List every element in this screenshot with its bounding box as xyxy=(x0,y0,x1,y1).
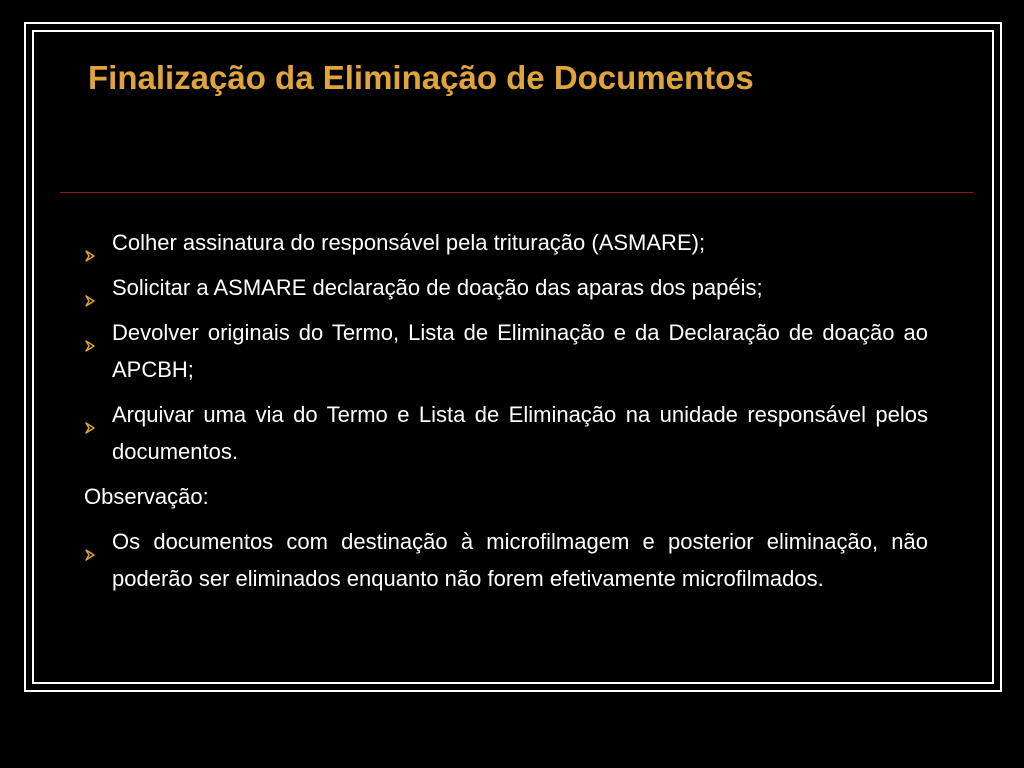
title-divider xyxy=(60,192,973,193)
arrow-bullet-icon xyxy=(84,236,96,248)
bullet-item xyxy=(84,396,928,470)
bullet-text: Solicitar a ASMARE declaração de doação das aparas dos papéis; xyxy=(112,275,763,300)
bullet-item xyxy=(84,314,928,388)
observation-label: Observação: xyxy=(84,484,209,509)
arrow-bullet-icon xyxy=(84,326,96,338)
bullet-item xyxy=(84,523,928,597)
arrow-bullet-icon xyxy=(84,281,96,293)
bullet-text: Os documentos com destinação à microfilmagem e posterior eliminação, não poderão ser eliminados enquanto não forem efetivamente microfilmados. xyxy=(112,529,928,591)
bullet-text: Arquivar uma via do Termo e Lista de Eliminação na unidade responsável pelos documentos. xyxy=(112,402,928,464)
arrow-bullet-icon xyxy=(84,535,96,547)
bullet-text: Colher assinatura do responsável pela trituração (ASMARE); xyxy=(112,230,706,255)
bullet-item xyxy=(84,224,928,261)
slide-title: Finalização da Eliminação de Documentos xyxy=(88,59,754,96)
arrow-bullet-icon xyxy=(84,408,96,420)
bullet-item xyxy=(84,269,928,306)
bullet-text: Devolver originais do Termo, Lista de Eliminação e da Declaração de doação ao APCBH; xyxy=(112,320,928,382)
slide-content xyxy=(84,224,928,605)
